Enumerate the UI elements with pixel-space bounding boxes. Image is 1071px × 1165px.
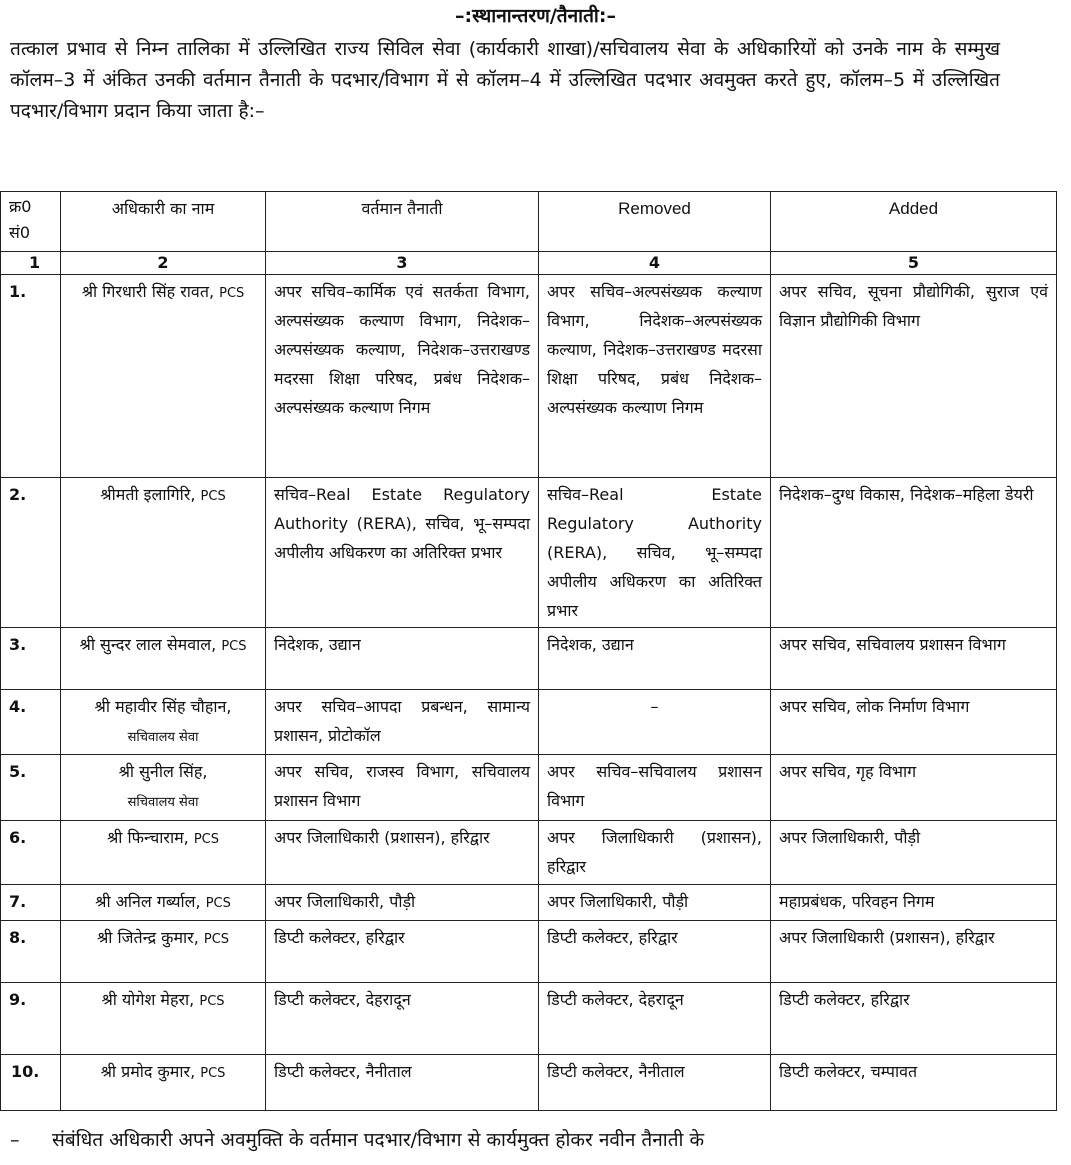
row-current-posting: अपर जिलाधिकारी (प्रशासन), हरिद्वार (266, 821, 539, 885)
officer-name: श्री योगेश मेहरा, (101, 990, 195, 1009)
header-officer-name: अधिकारी का नाम (61, 192, 266, 252)
officer-service: PCS (203, 932, 230, 947)
row-removed: सचिव–Real Estate Regulatory Authority (RERA), सचिव, भू–सम्पदा अपीलीय अधिकरण का अतिरिक्त प्रभार (539, 478, 771, 628)
table-row (1, 275, 1057, 478)
header-serial-line2: सं0 (9, 223, 30, 242)
table-row (1, 690, 1057, 755)
header-serial (1, 192, 61, 252)
row-removed: अपर जिलाधिकारी, पौड़ी (539, 885, 771, 921)
table-row (1, 1055, 1057, 1111)
officer-name: श्री जितेन्द्र कुमार, (96, 928, 199, 947)
row-officer-name (61, 755, 266, 821)
footer-line (10, 1126, 1060, 1152)
row-current-posting: डिप्टी कलेक्टर, देहरादून (266, 983, 539, 1055)
row-officer-name (61, 1055, 266, 1111)
officer-name: श्री प्रमोद कुमार, (100, 1062, 196, 1081)
row-serial: 8. (1, 921, 61, 983)
row-removed: – (539, 690, 771, 755)
row-added: अपर सचिव, गृह विभाग (771, 755, 1057, 821)
table-row (1, 885, 1057, 921)
officer-service: सचिवालय सेवा (127, 730, 199, 745)
row-officer-name (61, 275, 266, 478)
row-current-posting: अपर सचिव, राजस्व विभाग, सचिवालय प्रशासन विभाग (266, 755, 539, 821)
row-added: अपर सचिव, लोक निर्माण विभाग (771, 690, 1057, 755)
row-current-posting: निदेशक, उद्यान (266, 628, 539, 690)
row-removed: निदेशक, उद्यान (539, 628, 771, 690)
document-heading: –:स्थानान्तरण/तैनाती:– (455, 5, 616, 27)
officer-service: PCS (205, 896, 231, 911)
row-added: अपर सचिव, सचिवालय प्रशासन विभाग (771, 628, 1057, 690)
row-removed: डिप्टी कलेक्टर, देहरादून (539, 983, 771, 1055)
header-removed: Removed (539, 192, 771, 252)
officer-service: सचिवालय सेवा (127, 795, 199, 810)
table-row (1, 755, 1057, 821)
officer-name: श्री फिन्चाराम, (106, 828, 189, 847)
header-current-posting: वर्तमान तैनाती (266, 192, 539, 252)
table-row (1, 628, 1057, 690)
column-number: 3 (266, 252, 539, 275)
row-current-posting: सचिव–Real Estate Regulatory Authority (RERA), सचिव, भू–सम्पदा अपीलीय अधिकरण का अतिरिक्त प्रभार (266, 478, 539, 628)
row-officer-name (61, 821, 266, 885)
table-header-row (1, 192, 1057, 252)
column-number-row (1, 252, 1057, 275)
row-serial: 7. (1, 885, 61, 921)
officer-service: PCS (200, 489, 226, 504)
column-number: 4 (539, 252, 771, 275)
row-current-posting: अपर सचिव–कार्मिक एवं सतर्कता विभाग, अल्पसंख्यक कल्याण विभाग, निदेशक–अल्पसंख्यक कल्याण, निदेशक–उत्तराखण्ड मदरसा शिक्षा परिषद, प्रबंध निदेशक–अल्पसंख्यक कल्याण निगम (266, 275, 539, 478)
row-added: डिप्टी कलेक्टर, हरिद्वार (771, 983, 1057, 1055)
column-number: 1 (1, 252, 61, 275)
row-current-posting: डिप्टी कलेक्टर, हरिद्वार (266, 921, 539, 983)
row-added: अपर जिलाधिकारी (प्रशासन), हरिद्वार (771, 921, 1057, 983)
officer-name: श्री अनिल गर्ब्याल, (95, 892, 201, 911)
officer-name: श्री महावीर सिंह चौहान, (94, 697, 232, 716)
row-officer-name (61, 628, 266, 690)
row-officer-name (61, 921, 266, 983)
row-removed: डिप्टी कलेक्टर, हरिद्वार (539, 921, 771, 983)
table-row (1, 478, 1057, 628)
officer-name: श्री गिरधारी सिंह रावत, (81, 282, 215, 301)
table-row (1, 921, 1057, 983)
header-added: Added (771, 192, 1057, 252)
column-number: 2 (61, 252, 266, 275)
table-row (1, 821, 1057, 885)
row-serial: 2. (1, 478, 61, 628)
row-officer-name (61, 690, 266, 755)
officer-service: PCS (221, 639, 247, 654)
row-added: निदेशक–दुग्ध विकास, निदेशक–महिला डेयरी (771, 478, 1057, 628)
row-serial: 6. (1, 821, 61, 885)
officer-service: PCS (199, 994, 225, 1009)
row-serial: 10. (1, 1055, 61, 1111)
row-removed: अपर सचिव–अल्पसंख्यक कल्याण विभाग, निदेशक–अल्पसंख्यक कल्याण, निदेशक–उत्तराखण्ड मदरसा शिक्षा परिषद, प्रबंध निदेशक–अल्पसंख्यक कल्याण निगम (539, 275, 771, 478)
row-removed: डिप्टी कलेक्टर, नैनीताल (539, 1055, 771, 1111)
officer-service: PCS (193, 832, 220, 847)
row-serial: 4. (1, 690, 61, 755)
footer-dash: – (10, 1129, 20, 1151)
row-serial: 5. (1, 755, 61, 821)
intro-paragraph: तत्काल प्रभाव से निम्न तालिका में उल्लिखित राज्य सिविल सेवा (कार्यकारी शाखा)/सचिवालय सेवा के अधिकारियों को उनके नाम के सम्मुख कॉलम–3 में अंकित उनकी वर्तमान तैनाती के पदभार/विभाग में से कॉलम–4 में उल्लिखित पदभार अवमुक्त करते हुए, कॉलम–5 में उल्लिखित पदभार/विभाग प्रदान किया जाता है:– (10, 38, 1000, 122)
table-row (1, 983, 1057, 1055)
row-current-posting: अपर सचिव–आपदा प्रबन्धन, सामान्य प्रशासन, प्रोटोकॉल (266, 690, 539, 755)
row-added: महाप्रबंधक, परिवहन निगम (771, 885, 1057, 921)
row-added: अपर जिलाधिकारी, पौड़ी (771, 821, 1057, 885)
row-removed: अपर सचिव–सचिवालय प्रशासन विभाग (539, 755, 771, 821)
row-current-posting: अपर जिलाधिकारी, पौड़ी (266, 885, 539, 921)
officer-service: PCS (219, 286, 245, 301)
row-added: अपर सचिव, सूचना प्रौद्योगिकी, सुराज एवं विज्ञान प्रौद्योगिकी विभाग (771, 275, 1057, 478)
row-serial: 3. (1, 628, 61, 690)
row-serial: 1. (1, 275, 61, 478)
row-officer-name (61, 478, 266, 628)
column-number: 5 (771, 252, 1057, 275)
officer-name: श्रीमती इलागिरि, (100, 485, 196, 504)
officer-service: PCS (200, 1066, 226, 1081)
row-current-posting: डिप्टी कलेक्टर, नैनीताल (266, 1055, 539, 1111)
officer-name: श्री सुन्दर लाल सेमवाल, (79, 635, 217, 654)
row-officer-name (61, 983, 266, 1055)
footer-text: संबंधित अधिकारी अपने अवमुक्ति के वर्तमान पदभार/विभाग से कार्यमुक्त होकर नवीन तैनाती के (52, 1129, 705, 1151)
row-officer-name (61, 885, 266, 921)
row-serial: 9. (1, 983, 61, 1055)
transfer-table (0, 191, 1057, 1111)
officer-name: श्री सुनील सिंह, (118, 762, 208, 781)
row-removed: अपर जिलाधिकारी (प्रशासन), हरिद्वार (539, 821, 771, 885)
row-added: डिप्टी कलेक्टर, चम्पावत (771, 1055, 1057, 1111)
header-serial-line1: क्र0 (9, 197, 32, 216)
